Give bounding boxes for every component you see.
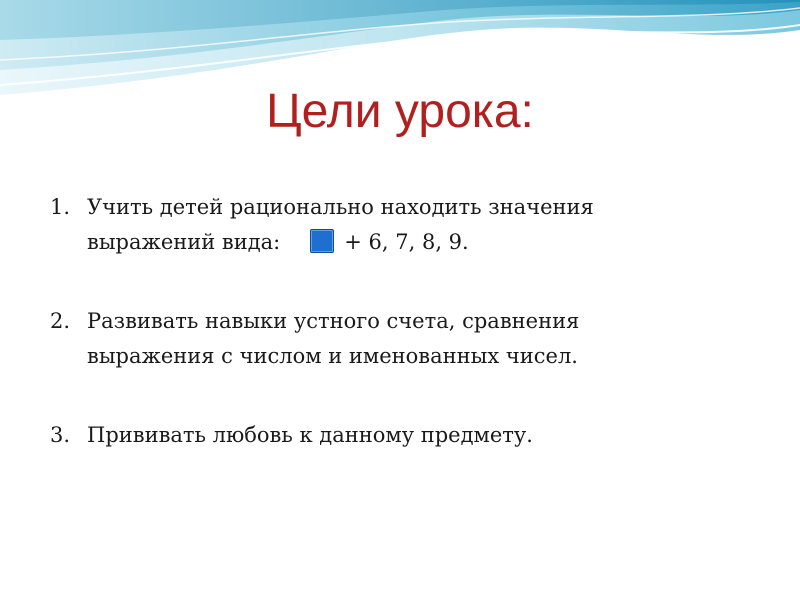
goals-list <box>50 190 770 497</box>
goal-line: Развивать навыки устного счета, сравнения <box>87 309 580 333</box>
goal-line: выражений вида: <box>87 230 281 254</box>
goal-text <box>69 304 770 374</box>
goal-number: 3. <box>50 423 71 447</box>
goal-text <box>69 418 770 453</box>
goal-item-3 <box>50 418 770 453</box>
goal-number: 2. <box>50 309 71 333</box>
slide-title: Цели урока: <box>266 85 534 138</box>
goal-number: 1. <box>50 195 71 219</box>
goal-line: + 6, 7, 8, 9. <box>344 230 469 254</box>
goal-item-1 <box>50 190 770 260</box>
goal-text <box>69 190 770 260</box>
goal-line: Учить детей рационально находить значения <box>87 195 594 219</box>
goal-line: выражения с числом и именованных чисел. <box>87 344 578 368</box>
goal-line: Прививать любовь к данному предмету. <box>87 423 533 447</box>
placeholder-square-icon <box>310 229 334 253</box>
goal-item-2 <box>50 304 770 374</box>
